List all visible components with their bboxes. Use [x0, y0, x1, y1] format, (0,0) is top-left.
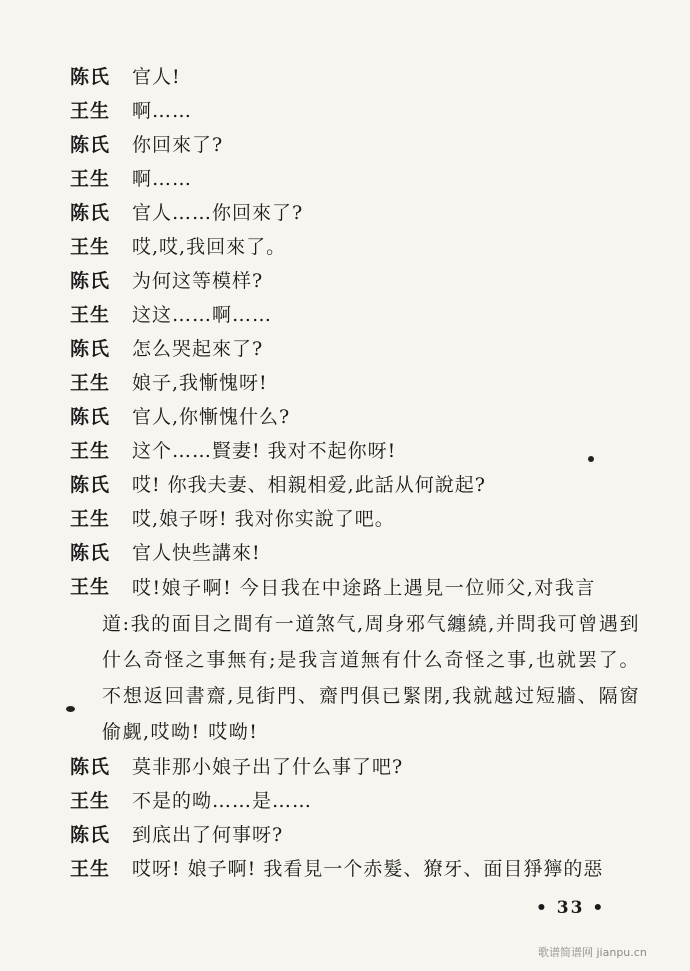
dialogue-line-long	[70, 570, 640, 750]
speech: 这个……賢妻! 我对不起你呀!	[132, 440, 397, 462]
page-number: • 33 •	[536, 898, 606, 918]
speech: 啊……	[132, 100, 193, 122]
speech: 不是的呦……是……	[132, 790, 313, 812]
dialogue-line	[70, 434, 640, 468]
speaker: 王生	[70, 576, 111, 598]
dialogue-line	[70, 400, 640, 434]
speaker: 王生	[70, 508, 111, 530]
dialogue-line	[70, 536, 640, 570]
dialogue-line	[70, 196, 640, 230]
speech: 官人!	[132, 66, 181, 88]
speaker: 陈氏	[70, 474, 111, 496]
speech: 官人……你回來了?	[132, 202, 304, 224]
speech: 哎,娘子呀! 我对你实說了吧。	[132, 508, 395, 530]
dialogue-line	[70, 332, 640, 366]
speaker: 陈氏	[70, 824, 111, 846]
speech: 官人,你慚愧什么?	[132, 406, 291, 428]
speech: 到底出了何事呀?	[132, 824, 284, 846]
speaker: 王生	[70, 304, 111, 326]
speech: 哎呀! 娘子啊! 我看見一个赤髮、獠牙、面目猙獰的惡	[132, 858, 604, 880]
ink-speck	[66, 706, 75, 712]
speech: 啊……	[132, 168, 193, 190]
dialogue-line	[70, 298, 640, 332]
speech: 哎,哎,我回來了。	[132, 236, 287, 258]
dialogue-line	[70, 750, 640, 784]
dialogue-line	[70, 784, 640, 818]
dialogue-line	[70, 60, 640, 94]
speaker: 陈氏	[70, 338, 111, 360]
dialogue-line	[70, 818, 640, 852]
speech	[102, 570, 640, 750]
speech: 莫非那小娘子出了什么事了吧?	[132, 756, 404, 778]
dialogue-line	[70, 852, 640, 886]
speaker: 陈氏	[70, 542, 111, 564]
speaker: 陈氏	[70, 134, 111, 156]
speaker: 王生	[70, 858, 111, 880]
dialogue-line	[70, 502, 640, 536]
dialogue-line	[70, 366, 640, 400]
speaker: 陈氏	[70, 66, 111, 88]
dialogue-line	[70, 230, 640, 264]
speech: 怎么哭起來了?	[132, 338, 264, 360]
speaker: 王生	[70, 372, 111, 394]
speaker: 陈氏	[70, 270, 111, 292]
dialogue-line	[70, 264, 640, 298]
speech: 你回來了?	[132, 134, 224, 156]
speaker: 陈氏	[70, 756, 111, 778]
dialogue-line	[70, 162, 640, 196]
speaker: 陈氏	[70, 202, 111, 224]
speaker: 王生	[70, 790, 111, 812]
speaker: 陈氏	[70, 406, 111, 428]
watermark: 歌谱简谱网 jianpu.cn	[538, 946, 647, 959]
speech: 这这……啊……	[132, 304, 273, 326]
speech: 为何这等模样?	[132, 270, 264, 292]
speaker: 王生	[70, 236, 111, 258]
dialogue	[70, 60, 640, 886]
speaker: 王生	[70, 440, 111, 462]
speech: 娘子,我慚愧呀!	[132, 372, 268, 394]
speaker: 王生	[70, 100, 111, 122]
ink-speck	[588, 456, 594, 462]
speaker: 王生	[70, 168, 111, 190]
dialogue-line	[70, 468, 640, 502]
speech-first-line: 哎!娘子啊! 今日我在中途路上遇見一位师父,对我言	[132, 577, 596, 599]
dialogue-line	[70, 128, 640, 162]
speech: 官人快些講來!	[132, 542, 261, 564]
speech: 哎! 你我夫妻、相親相爱,此話从何說起?	[132, 474, 486, 496]
speech-continuation: 道:我的面目之間有一道煞气,周身邪气纏繞,并問我可曾遇到什么奇怪之事無有;是我言道無有什么奇怪之事,也就罢了。不想返回書齋,見街門、齋門俱已緊閉,我就越过短牆、隔窗偷觑,哎呦! 哎呦!	[102, 613, 640, 743]
dialogue-line	[70, 94, 640, 128]
